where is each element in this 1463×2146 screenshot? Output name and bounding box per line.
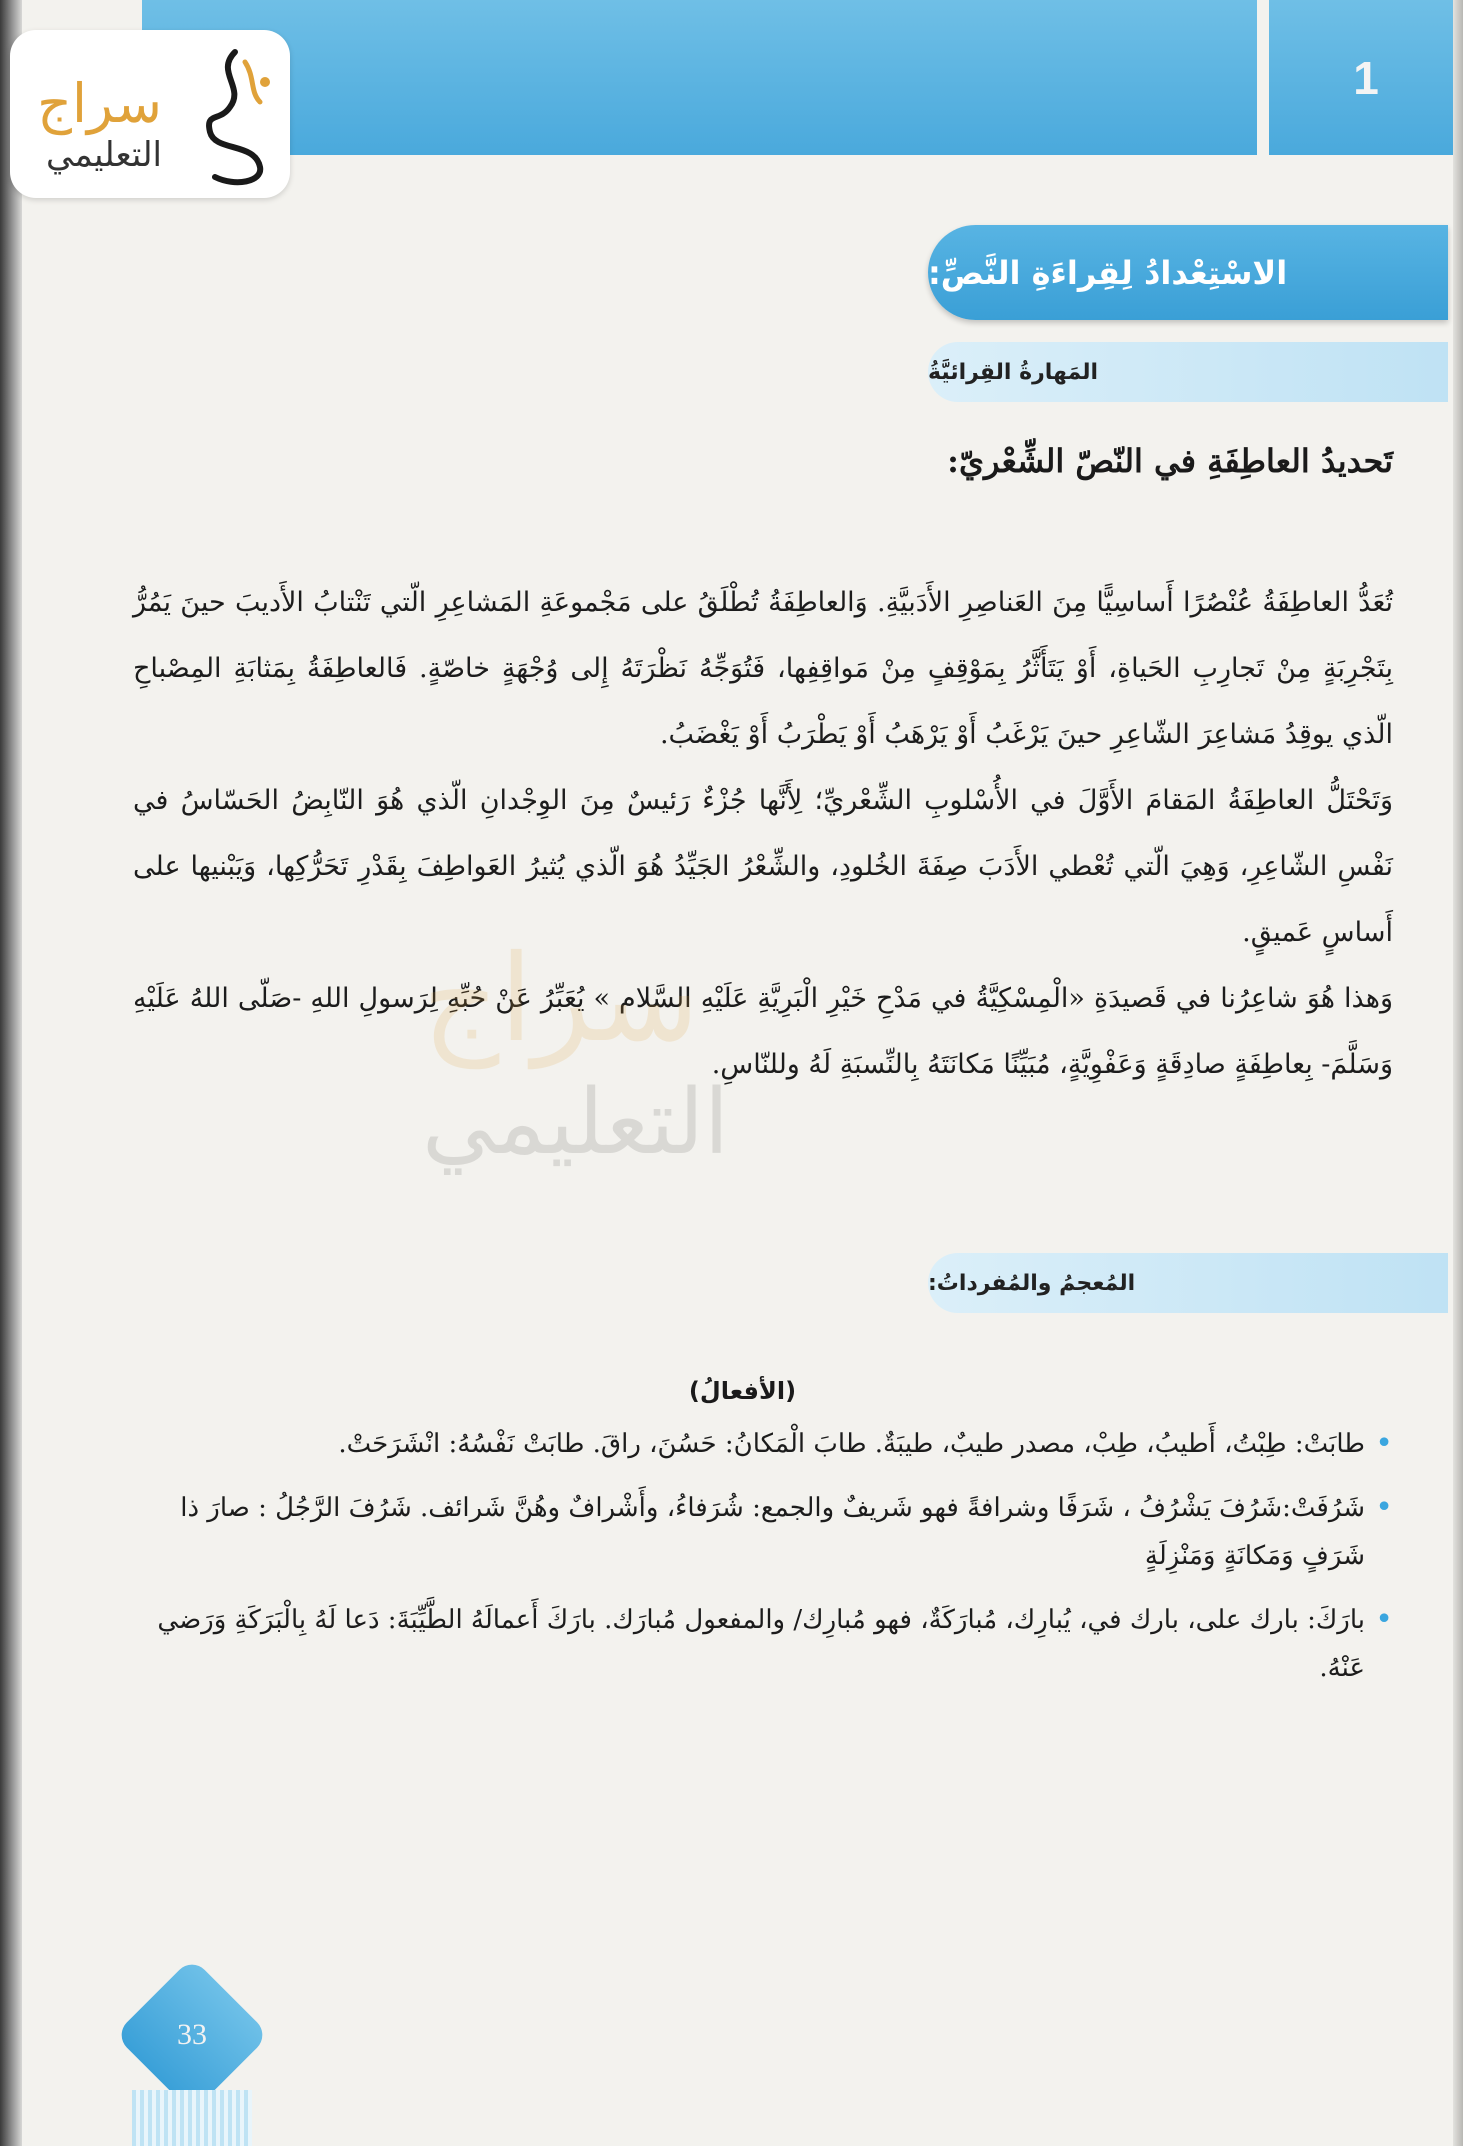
watermark-brand: سراج: [422, 930, 700, 1069]
page-edge: [1453, 0, 1463, 2146]
brand-logo: [10, 30, 290, 198]
logo-name: سراج: [37, 72, 162, 135]
verbs-title: (الأفعالُ): [688, 1377, 797, 1405]
lexicon-banner: [928, 1253, 1448, 1313]
header-band: [142, 0, 1262, 155]
section-heading: تَحديدُ العاطِفَةِ في النّصّ الشِّعْريّ:: [947, 442, 1393, 480]
vocabulary-list: [123, 1420, 1393, 1708]
textbook-page: [22, 0, 1463, 2146]
book-spine: [0, 0, 22, 2146]
logo-subtitle: التعليمي: [46, 135, 162, 175]
paragraph-2: وَتَحْتَلُّ العاطِفَةُ المَقامَ الأَوَّلَ في الأُسْلوبِ الشِّعْريِّ؛ لِأَنَّها جُزْءٌ رَئيسٌ مِنَ الوِجْدانِ الّذي هُوَ النّابِضُ الحَسّاسُ في نَفْسِ الشّاعِرِ، وَهِيَ الّتي تُعْطي الأَدَبَ صِفَةَ الخُلودِ، والشِّعْرُ الجَيِّدُ هُوَ الّذي يُثيرُ العَواطِفَ بِقَدْرِ تَحَرُّكِها، وَيَبْنيها على أَساسٍ عَميقٍ.: [133, 785, 1393, 948]
bottom-decoration: [132, 2090, 252, 2146]
watermark-subtitle: التعليمي: [422, 1070, 730, 1175]
calligraphy-logo-icon: [175, 42, 285, 192]
list-item: • بارَكَ: بارك على، بارك في، يُبارِك، مُبارَكَةٌ، فهو مُبارِك/ والمفعول مُبارَك. بارَكَ أَعمالَهُ الطَّيِّبَةَ: دَعا لَهُ بِالْبَرَكَةِ وَرَضي عَنْهُ.: [123, 1596, 1393, 1692]
chapter-number: 1: [1353, 51, 1379, 104]
list-item: • طابَتْ: طِبْتُ، أَطيبُ، طِبْ، مصدر طيبٌ، طيبَةٌ. طابَ الْمَكانُ: حَسُنَ، راقَ. طابَتْ نَفْسُهُ: انْشَرَحَتْ.: [123, 1420, 1393, 1468]
list-item: • شَرُفَتْ:شَرُفَ يَشْرُفُ ، شَرَفًا وشرافةً فهو شَريفٌ والجمع: شُرَفاءُ، وأَشْرافٌ وهُنَّ شَرائف. شَرُفَ الرَّجُلُ : صارَ ذا شَرَفٍ وَمَكانَةٍ وَمَنْزِلَةٍ: [123, 1484, 1393, 1580]
paragraph-1: تُعَدُّ العاطِفَةُ عُنْصُرًا أَساسِيًّا مِنَ العَناصِرِ الأَدَبيَّةِ. وَالعاطِفَةُ تُطْلَقُ على مَجْموعَةِ المَشاعِرِ الّتي تَنْتابُ الأَديبَ حينَ يَمُرُّ بِتَجْرِبَةٍ مِنْ تَجارِبِ الحَياةِ، أَوْ يَتَأَثَّرُ بِمَوْقِفٍ مِنْ مَواقِفِها، فَتُوَجِّهُ نَظْرَتَهُ إِلى وُجْهَةٍ خاصّةٍ. فَالعاطِفَةُ بِمَثابَةِ المِصْباحِ الّذي يوقِدُ مَشاعِرَ الشّاعِرِ حينَ يَرْغَبُ أَوْ يَرْهَبُ أَوْ يَطْرَبُ أَوْ يَغْضَبُ.: [133, 587, 1393, 750]
reading-skill-banner: [928, 342, 1448, 402]
lexicon-label: المُعجمُ والمُفرداتُ:: [928, 1270, 1136, 1296]
header-divider: [1257, 0, 1269, 155]
reading-skill-label: المَهارةُ القِرائيَّةُ: [928, 359, 1099, 385]
chapter-tab: [1269, 0, 1463, 155]
page-number: 33: [177, 2018, 207, 2051]
reading-prep-banner: [928, 225, 1448, 320]
paragraph-3: وَهذا هُوَ شاعِرُنا في قَصيدَةِ «الْمِسْكِيَّةُ في مَدْحِ خَيْرِ الْبَرِيَّةِ عَلَيْهِ السَّلام » يُعَبِّرُ عَنْ حُبِّهِ لِرَسولِ اللهِ -صَلّى اللهُ عَلَيْهِ وَسَلَّمَ- بِعاطِفَةٍ صادِقَةٍ وَعَفْوِيَّةٍ، مُبَيِّنًا مَكانَتَهُ بِالنِّسبَةِ لَهُ وللنّاسِ.: [133, 983, 1393, 1080]
banner-title: الاسْتِعْدادُ لِقِراءَةِ النَّصِّ:: [928, 253, 1288, 292]
